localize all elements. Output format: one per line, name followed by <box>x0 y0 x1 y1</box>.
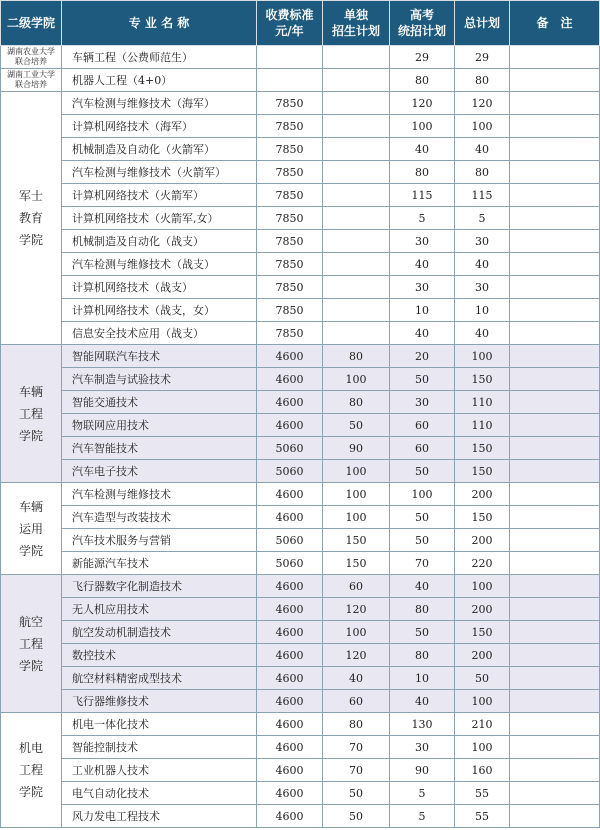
major-name-cell: 汽车智能技术 <box>62 437 257 460</box>
fee-cell <box>257 69 323 92</box>
table-row <box>1 207 600 230</box>
major-name-cell: 机器人工程（4+0） <box>62 69 257 92</box>
total-plan-cell: 10 <box>455 299 510 322</box>
fee-cell: 7850 <box>257 299 323 322</box>
note-cell <box>510 460 600 483</box>
fee-cell: 7850 <box>257 322 323 345</box>
total-plan-cell: 200 <box>455 644 510 667</box>
single-plan-cell <box>323 69 390 92</box>
note-cell <box>510 805 600 828</box>
gaokao-plan-cell: 50 <box>390 460 455 483</box>
fee-cell: 4600 <box>257 644 323 667</box>
table-row <box>1 345 600 368</box>
single-plan-cell <box>323 322 390 345</box>
total-plan-cell: 40 <box>455 322 510 345</box>
note-cell <box>510 46 600 69</box>
major-name-cell: 汽车技术服务与营销 <box>62 529 257 552</box>
header-fee-line1: 收费标准 <box>265 8 314 22</box>
college-cell <box>1 713 62 828</box>
gaokao-plan-cell: 5 <box>390 207 455 230</box>
major-name-cell: 汽车检测与维修技术（战支） <box>62 253 257 276</box>
gaokao-plan-cell: 100 <box>390 115 455 138</box>
header-single-plan <box>323 1 390 46</box>
single-plan-cell: 50 <box>323 414 390 437</box>
major-name-cell: 汽车造型与改装技术 <box>62 506 257 529</box>
college-cell <box>1 345 62 483</box>
total-plan-cell: 40 <box>455 253 510 276</box>
note-cell <box>510 138 600 161</box>
fee-cell: 4600 <box>257 414 323 437</box>
total-plan-cell: 115 <box>455 184 510 207</box>
note-cell <box>510 713 600 736</box>
table-row <box>1 115 600 138</box>
total-plan-cell: 200 <box>455 529 510 552</box>
table-row <box>1 184 600 207</box>
fee-cell: 4600 <box>257 483 323 506</box>
major-name-cell: 航空材料精密成型技术 <box>62 667 257 690</box>
single-plan-cell: 40 <box>323 667 390 690</box>
note-cell <box>510 598 600 621</box>
table-row <box>1 598 600 621</box>
table-row <box>1 299 600 322</box>
table-row <box>1 414 600 437</box>
major-name-cell: 计算机网络技术（海军） <box>62 115 257 138</box>
gaokao-plan-cell: 5 <box>390 805 455 828</box>
fee-cell: 5060 <box>257 552 323 575</box>
table-row <box>1 621 600 644</box>
header-single-line1: 单独 <box>343 8 368 22</box>
gaokao-plan-cell: 5 <box>390 782 455 805</box>
gaokao-plan-cell: 115 <box>390 184 455 207</box>
fee-cell: 7850 <box>257 92 323 115</box>
gaokao-plan-cell: 80 <box>390 69 455 92</box>
single-plan-cell: 120 <box>323 644 390 667</box>
single-plan-cell: 50 <box>323 782 390 805</box>
gaokao-plan-cell: 29 <box>390 46 455 69</box>
college-name: 军士 教育 学院 <box>18 189 43 247</box>
table-row <box>1 644 600 667</box>
total-plan-cell: 150 <box>455 437 510 460</box>
gaokao-plan-cell: 50 <box>390 529 455 552</box>
table-row <box>1 437 600 460</box>
gaokao-plan-cell: 30 <box>390 230 455 253</box>
table-row <box>1 368 600 391</box>
note-cell <box>510 667 600 690</box>
single-plan-cell: 90 <box>323 437 390 460</box>
total-plan-cell: 150 <box>455 368 510 391</box>
note-cell <box>510 552 600 575</box>
college-cell <box>1 69 62 92</box>
table-row <box>1 322 600 345</box>
single-plan-cell: 60 <box>323 690 390 713</box>
total-plan-cell: 40 <box>455 138 510 161</box>
note-cell <box>510 368 600 391</box>
total-plan-cell: 5 <box>455 207 510 230</box>
major-name-cell: 无人机应用技术 <box>62 598 257 621</box>
gaokao-plan-cell: 30 <box>390 276 455 299</box>
single-plan-cell: 80 <box>323 345 390 368</box>
table-row <box>1 575 600 598</box>
college-name: 机电 工程 学院 <box>18 741 43 799</box>
major-name-cell: 汽车电子技术 <box>62 460 257 483</box>
college-name: 航空 工程 学院 <box>18 614 43 673</box>
total-plan-cell: 100 <box>455 345 510 368</box>
note-cell <box>510 621 600 644</box>
fee-cell: 4600 <box>257 805 323 828</box>
header-gaokao-plan <box>390 1 455 46</box>
table-row <box>1 460 600 483</box>
gaokao-plan-cell: 60 <box>390 414 455 437</box>
major-name-cell: 车辆工程（公费师范生） <box>62 46 257 69</box>
table-row <box>1 690 600 713</box>
table-row <box>1 529 600 552</box>
single-plan-cell <box>323 115 390 138</box>
college-cell <box>1 46 62 69</box>
note-cell <box>510 759 600 782</box>
major-name-cell: 计算机网络技术（战支，女） <box>62 299 257 322</box>
total-plan-cell: 200 <box>455 483 510 506</box>
fee-cell: 7850 <box>257 115 323 138</box>
note-cell <box>510 483 600 506</box>
table-row <box>1 46 600 69</box>
note-cell <box>510 322 600 345</box>
header-fee <box>257 1 323 46</box>
fee-cell: 7850 <box>257 138 323 161</box>
total-plan-cell: 55 <box>455 805 510 828</box>
table-row <box>1 805 600 828</box>
fee-cell: 4600 <box>257 713 323 736</box>
gaokao-plan-cell: 80 <box>390 598 455 621</box>
gaokao-plan-cell: 50 <box>390 368 455 391</box>
single-plan-cell: 150 <box>323 529 390 552</box>
major-name-cell: 汽车检测与维修技术（海军） <box>62 92 257 115</box>
fee-cell: 4600 <box>257 506 323 529</box>
total-plan-cell: 80 <box>455 161 510 184</box>
note-cell <box>510 207 600 230</box>
fee-cell: 4600 <box>257 368 323 391</box>
single-plan-cell: 100 <box>323 368 390 391</box>
fee-cell: 7850 <box>257 207 323 230</box>
note-cell <box>510 161 600 184</box>
major-name-cell: 智能网联汽车技术 <box>62 345 257 368</box>
header-major: 专 业 名 称 <box>62 1 257 46</box>
gaokao-plan-cell: 90 <box>390 759 455 782</box>
major-name-cell: 计算机网络技术（火箭军,女） <box>62 207 257 230</box>
header-college: 二级学院 <box>1 1 62 46</box>
major-name-cell: 新能源汽车技术 <box>62 552 257 575</box>
gaokao-plan-cell: 80 <box>390 644 455 667</box>
college-cell <box>1 92 62 345</box>
major-name-cell: 数控技术 <box>62 644 257 667</box>
note-cell <box>510 782 600 805</box>
fee-cell: 4600 <box>257 759 323 782</box>
college-name: 湖南农业大学 联合培养 <box>7 47 55 66</box>
total-plan-cell: 150 <box>455 621 510 644</box>
gaokao-plan-cell: 10 <box>390 667 455 690</box>
total-plan-cell: 50 <box>455 667 510 690</box>
note-cell <box>510 230 600 253</box>
note-cell <box>510 575 600 598</box>
table-row <box>1 667 600 690</box>
single-plan-cell: 150 <box>323 552 390 575</box>
fee-cell: 4600 <box>257 690 323 713</box>
major-name-cell: 工业机器人技术 <box>62 759 257 782</box>
fee-cell: 5060 <box>257 460 323 483</box>
single-plan-cell: 70 <box>323 759 390 782</box>
major-name-cell: 风力发电工程技术 <box>62 805 257 828</box>
fee-cell: 4600 <box>257 667 323 690</box>
major-name-cell: 飞行器数字化制造技术 <box>62 575 257 598</box>
table-row <box>1 92 600 115</box>
major-name-cell: 机械制造及自动化（战支） <box>62 230 257 253</box>
single-plan-cell: 80 <box>323 391 390 414</box>
table-row <box>1 759 600 782</box>
single-plan-cell: 70 <box>323 736 390 759</box>
fee-cell: 4600 <box>257 598 323 621</box>
note-cell <box>510 529 600 552</box>
fee-cell <box>257 46 323 69</box>
single-plan-cell <box>323 138 390 161</box>
note-cell <box>510 69 600 92</box>
fee-cell: 4600 <box>257 621 323 644</box>
total-plan-cell: 55 <box>455 782 510 805</box>
header-fee-line2: 元/年 <box>275 24 304 38</box>
total-plan-cell: 100 <box>455 690 510 713</box>
fee-cell: 7850 <box>257 184 323 207</box>
gaokao-plan-cell: 100 <box>390 483 455 506</box>
major-name-cell: 智能交通技术 <box>62 391 257 414</box>
gaokao-plan-cell: 120 <box>390 92 455 115</box>
single-plan-cell <box>323 299 390 322</box>
table-row <box>1 552 600 575</box>
gaokao-plan-cell: 40 <box>390 253 455 276</box>
table-row <box>1 276 600 299</box>
total-plan-cell: 100 <box>455 736 510 759</box>
table-header <box>1 1 600 46</box>
major-name-cell: 汽车制造与试验技术 <box>62 368 257 391</box>
total-plan-cell: 30 <box>455 230 510 253</box>
total-plan-cell: 150 <box>455 506 510 529</box>
table-row <box>1 506 600 529</box>
table-row <box>1 138 600 161</box>
single-plan-cell <box>323 161 390 184</box>
table-row <box>1 713 600 736</box>
single-plan-cell <box>323 253 390 276</box>
major-name-cell: 机械制造及自动化（火箭军） <box>62 138 257 161</box>
single-plan-cell: 80 <box>323 713 390 736</box>
single-plan-cell <box>323 207 390 230</box>
fee-cell: 4600 <box>257 575 323 598</box>
single-plan-cell: 60 <box>323 575 390 598</box>
header-gaokao-line2: 统招计划 <box>397 24 446 38</box>
single-plan-cell: 100 <box>323 506 390 529</box>
total-plan-cell: 110 <box>455 391 510 414</box>
fee-cell: 7850 <box>257 276 323 299</box>
total-plan-cell: 80 <box>455 69 510 92</box>
note-cell <box>510 299 600 322</box>
gaokao-plan-cell: 10 <box>390 299 455 322</box>
table-row <box>1 161 600 184</box>
table-row <box>1 391 600 414</box>
major-name-cell: 机电一体化技术 <box>62 713 257 736</box>
gaokao-plan-cell: 80 <box>390 161 455 184</box>
total-plan-cell: 160 <box>455 759 510 782</box>
header-note: 备 注 <box>510 1 600 46</box>
fee-cell: 4600 <box>257 345 323 368</box>
note-cell <box>510 414 600 437</box>
college-name: 车辆 运用 学院 <box>18 499 43 558</box>
gaokao-plan-cell: 30 <box>390 736 455 759</box>
major-name-cell: 汽车检测与维修技术 <box>62 483 257 506</box>
note-cell <box>510 391 600 414</box>
total-plan-cell: 200 <box>455 598 510 621</box>
note-cell <box>510 736 600 759</box>
note-cell <box>510 92 600 115</box>
gaokao-plan-cell: 60 <box>390 437 455 460</box>
total-plan-cell: 100 <box>455 115 510 138</box>
total-plan-cell: 30 <box>455 276 510 299</box>
total-plan-cell: 220 <box>455 552 510 575</box>
note-cell <box>510 253 600 276</box>
gaokao-plan-cell: 40 <box>390 690 455 713</box>
gaokao-plan-cell: 130 <box>390 713 455 736</box>
note-cell <box>510 115 600 138</box>
header-single-line2: 招生计划 <box>331 24 380 38</box>
total-plan-cell: 120 <box>455 92 510 115</box>
fee-cell: 5060 <box>257 437 323 460</box>
note-cell <box>510 690 600 713</box>
fee-cell: 4600 <box>257 736 323 759</box>
total-plan-cell: 150 <box>455 460 510 483</box>
college-cell <box>1 483 62 575</box>
note-cell <box>510 276 600 299</box>
single-plan-cell <box>323 184 390 207</box>
table-row <box>1 230 600 253</box>
total-plan-cell: 29 <box>455 46 510 69</box>
table-row <box>1 782 600 805</box>
major-name-cell: 信息安全技术应用（战支） <box>62 322 257 345</box>
major-name-cell: 智能控制技术 <box>62 736 257 759</box>
gaokao-plan-cell: 40 <box>390 575 455 598</box>
major-name-cell: 计算机网络技术（战支） <box>62 276 257 299</box>
single-plan-cell <box>323 92 390 115</box>
total-plan-cell: 210 <box>455 713 510 736</box>
gaokao-plan-cell: 70 <box>390 552 455 575</box>
fee-cell: 7850 <box>257 230 323 253</box>
single-plan-cell <box>323 230 390 253</box>
header-gaokao-line1: 高考 <box>409 8 434 22</box>
gaokao-plan-cell: 50 <box>390 621 455 644</box>
note-cell <box>510 644 600 667</box>
single-plan-cell <box>323 46 390 69</box>
major-name-cell: 电气自动化技术 <box>62 782 257 805</box>
total-plan-cell: 110 <box>455 414 510 437</box>
gaokao-plan-cell: 30 <box>390 391 455 414</box>
fee-cell: 7850 <box>257 253 323 276</box>
major-name-cell: 航空发动机制造技术 <box>62 621 257 644</box>
fee-cell: 4600 <box>257 782 323 805</box>
note-cell <box>510 345 600 368</box>
single-plan-cell: 100 <box>323 460 390 483</box>
gaokao-plan-cell: 50 <box>390 506 455 529</box>
single-plan-cell: 50 <box>323 805 390 828</box>
note-cell <box>510 506 600 529</box>
major-name-cell: 物联网应用技术 <box>62 414 257 437</box>
major-name-cell: 飞行器维修技术 <box>62 690 257 713</box>
gaokao-plan-cell: 20 <box>390 345 455 368</box>
header-total-plan: 总计划 <box>455 1 510 46</box>
gaokao-plan-cell: 40 <box>390 322 455 345</box>
note-cell <box>510 437 600 460</box>
single-plan-cell: 100 <box>323 621 390 644</box>
table-row <box>1 483 600 506</box>
table-row <box>1 253 600 276</box>
total-plan-cell: 100 <box>455 575 510 598</box>
college-name: 车辆 工程 学院 <box>18 384 43 443</box>
fee-cell: 5060 <box>257 529 323 552</box>
gaokao-plan-cell: 40 <box>390 138 455 161</box>
fee-cell: 4600 <box>257 391 323 414</box>
college-cell <box>1 575 62 713</box>
table-row <box>1 69 600 92</box>
college-name: 湖南工业大学 联合培养 <box>7 70 55 89</box>
single-plan-cell: 100 <box>323 483 390 506</box>
single-plan-cell: 120 <box>323 598 390 621</box>
major-name-cell: 汽车检测与维修技术（火箭军） <box>62 161 257 184</box>
single-plan-cell <box>323 276 390 299</box>
fee-cell: 7850 <box>257 161 323 184</box>
table-row <box>1 736 600 759</box>
note-cell <box>510 184 600 207</box>
table-body <box>1 46 600 828</box>
major-name-cell: 计算机网络技术（火箭军） <box>62 184 257 207</box>
